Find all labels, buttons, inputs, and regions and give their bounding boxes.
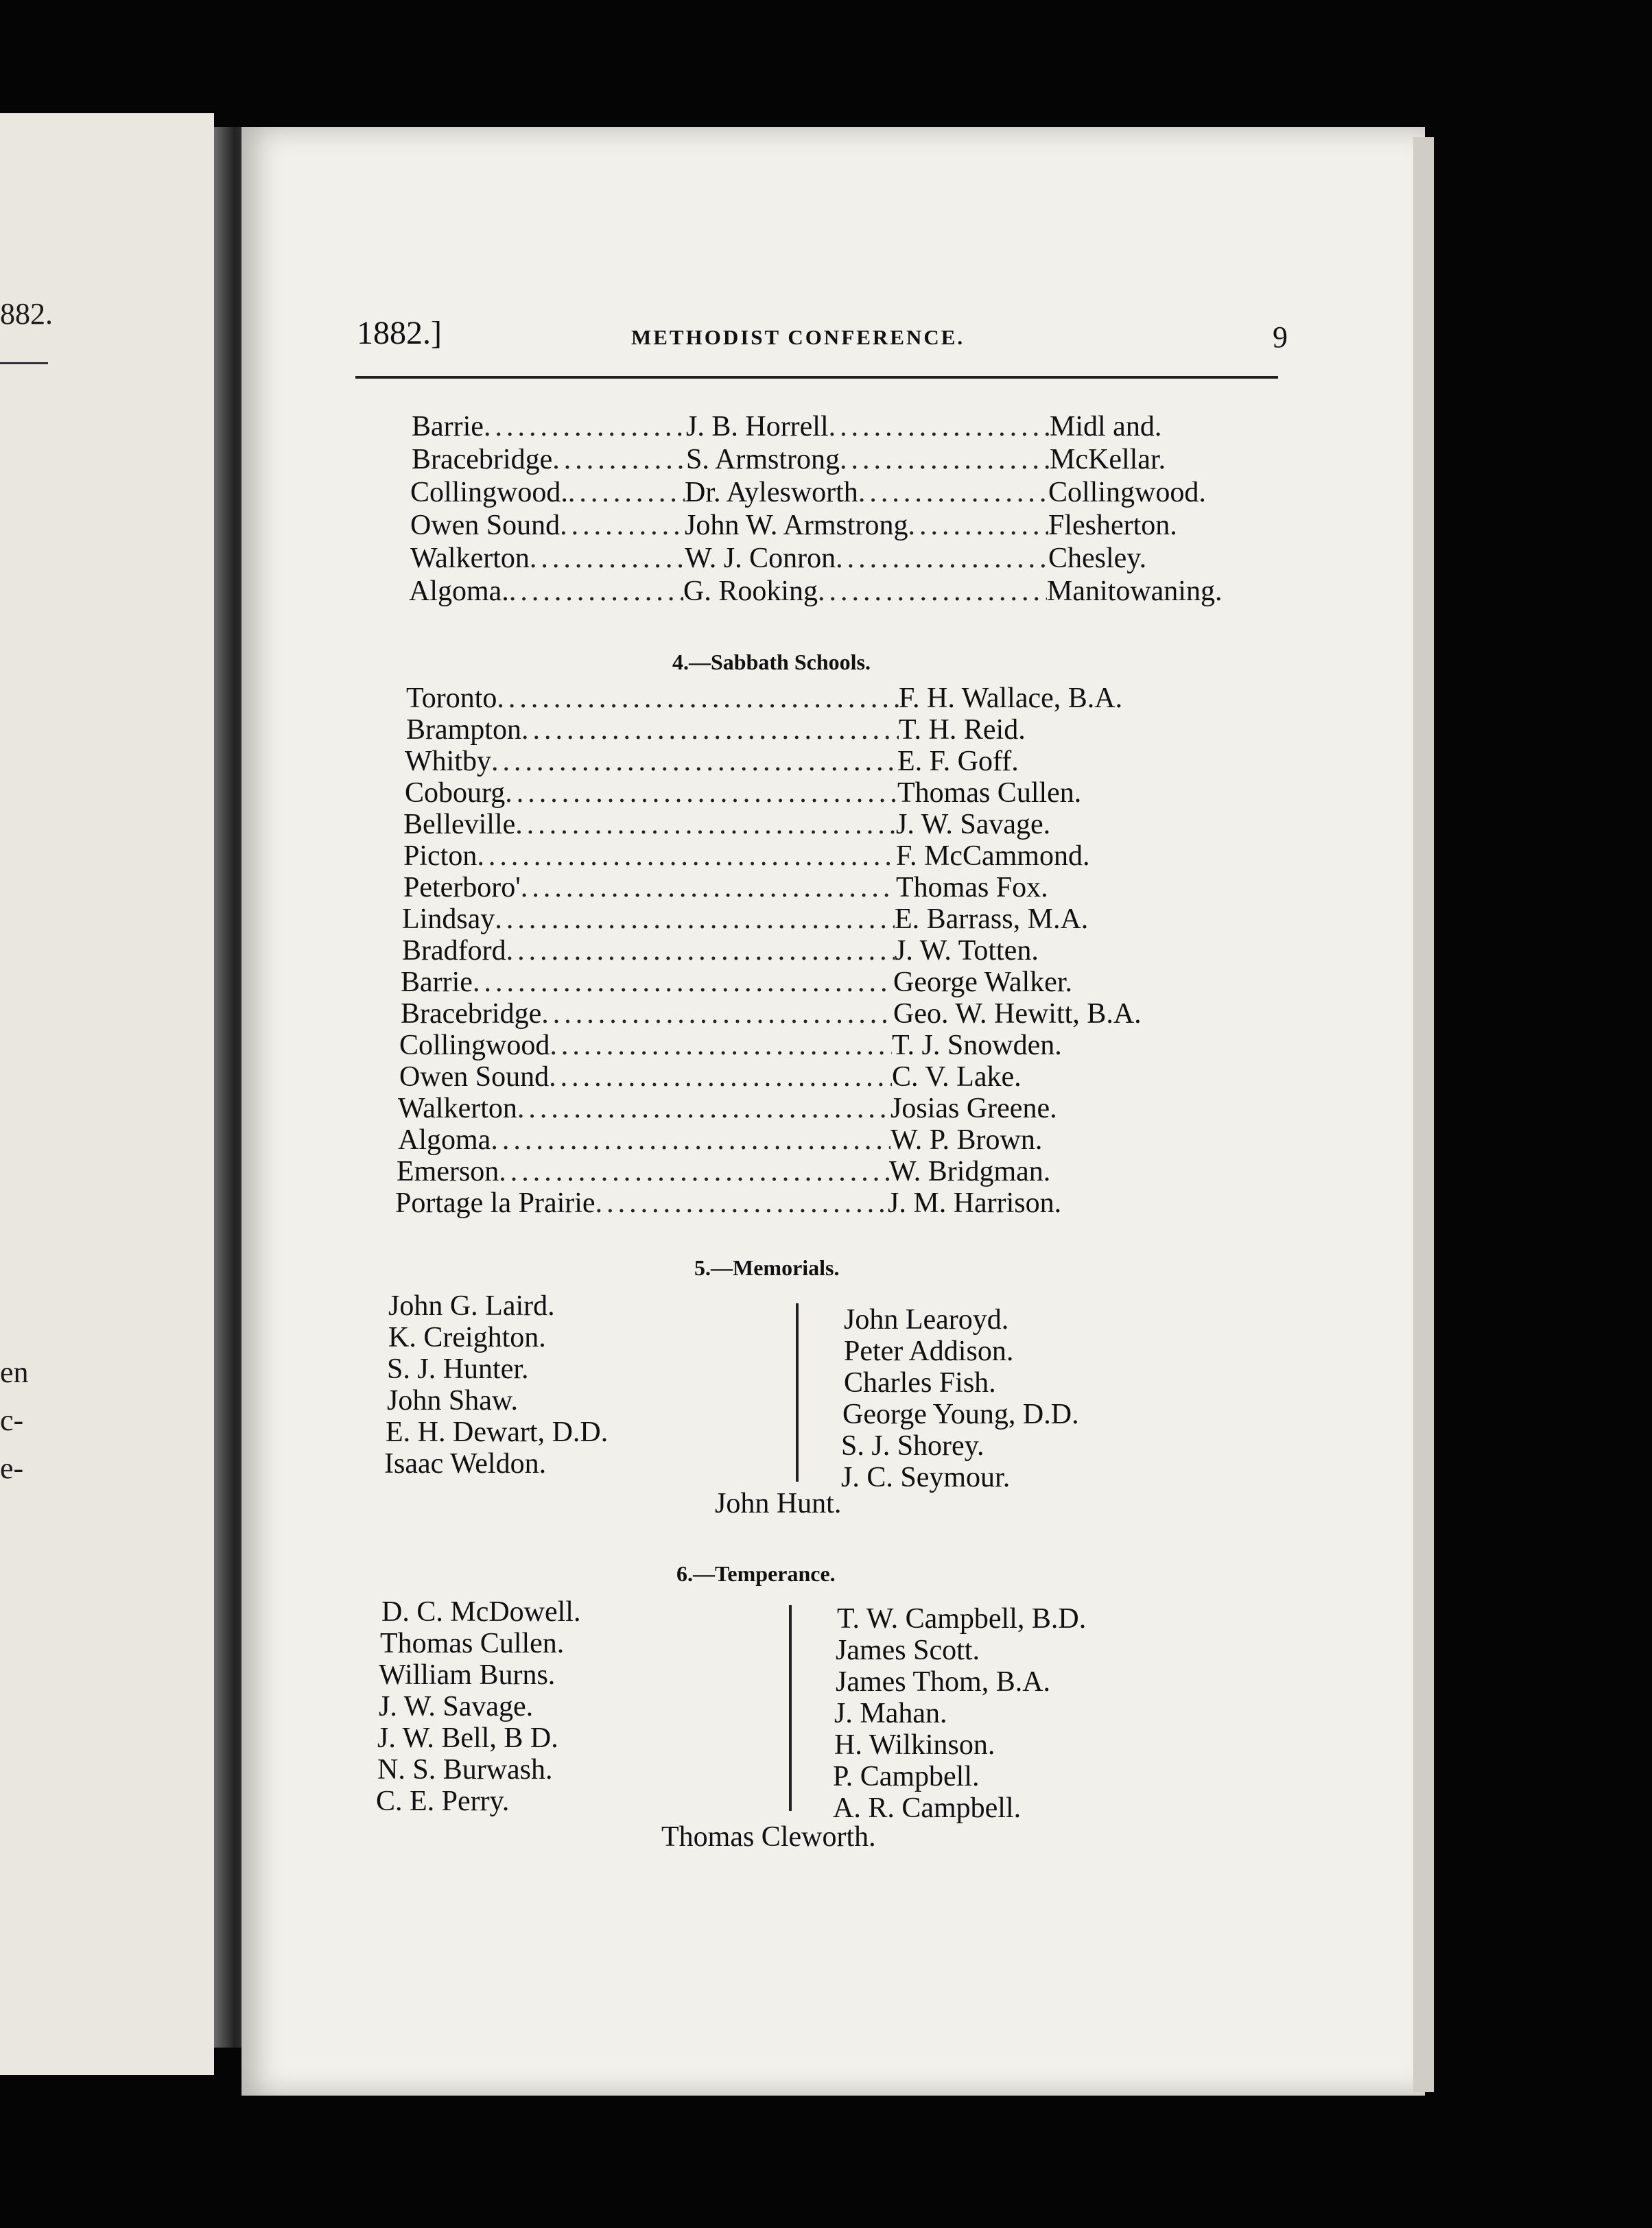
committee-member: James Thom, B.A.: [836, 1666, 1051, 1698]
district-name: Collingwood: [399, 1030, 550, 1061]
committee-member: Thomas Cleworth.: [661, 1821, 876, 1853]
leader-dots: [491, 746, 897, 777]
committee-member: James Scott.: [836, 1635, 980, 1666]
committee-member: Isaac Weldon.: [384, 1448, 547, 1480]
person-name: John W. Armstrong: [685, 510, 908, 541]
section-heading: 4.—Sabbath Schools.: [672, 650, 871, 674]
district-name: Toronto: [406, 683, 497, 714]
place-name: Collingwood.: [1048, 477, 1206, 508]
district-name: Portage la Prairie: [395, 1187, 595, 1219]
place-name: Chesley.: [1048, 543, 1147, 574]
list-item: [402, 904, 1191, 934]
leader-dots: [541, 999, 893, 1029]
left-facing-page: [0, 113, 214, 2075]
list-item: [403, 809, 1192, 840]
leader-dots: [550, 1030, 892, 1060]
committee-member: Charles Fish.: [844, 1367, 996, 1399]
person-name: Thomas Cullen.: [897, 777, 1082, 809]
left-page-fragment: e-: [0, 1451, 24, 1485]
district-name: Bradford: [402, 935, 506, 967]
leader-dots: [495, 904, 895, 934]
section-heading: 5.—Memorials.: [694, 1255, 840, 1280]
district-name: Emerson: [397, 1156, 499, 1187]
list-item: [399, 1030, 1188, 1060]
table-row: [410, 477, 1234, 508]
committee-member: William Burns.: [379, 1659, 556, 1691]
list-item: [398, 1093, 1187, 1124]
committee-member: T. W. Campbell, B.D.: [837, 1603, 1087, 1635]
person-name: J. B. Horrell: [686, 411, 829, 442]
list-item: [398, 1125, 1187, 1155]
header-rule: [355, 376, 1278, 379]
leader-dots: [515, 809, 896, 840]
left-page-fragment: en: [0, 1355, 29, 1389]
committee-member: George Young, D.D.: [842, 1399, 1079, 1430]
person-name: George Walker.: [893, 967, 1072, 998]
district-name: Barrie: [401, 967, 473, 998]
list-item: [402, 936, 1191, 966]
committee-member: John Hunt.: [715, 1488, 842, 1519]
district-name: Peterboro': [403, 872, 521, 903]
leader-dots: [506, 936, 895, 966]
committee-member: J. W. Savage.: [379, 1691, 534, 1722]
district-name: Cobourg: [405, 777, 506, 809]
person-name: C. V. Lake.: [892, 1061, 1022, 1093]
person-name: G. Rooking: [683, 576, 818, 607]
leader-dots: [499, 1157, 889, 1187]
committee-member: Peter Addison.: [844, 1336, 1014, 1367]
committee-member: John Learoyd.: [844, 1304, 1009, 1336]
committee-member: D. C. McDowell.: [381, 1596, 581, 1628]
leader-dots: [505, 778, 897, 808]
leader-dots: [491, 1125, 890, 1155]
list-item: [405, 778, 1194, 808]
left-page-fragment: c-: [0, 1403, 24, 1437]
person-name: W. J. Conron: [685, 543, 836, 574]
table-row: [410, 543, 1234, 573]
committee-member: J. W. Bell, B D.: [377, 1722, 558, 1754]
district-name: Owen Sound: [399, 1061, 550, 1093]
committee-member: C. E. Perry.: [376, 1786, 510, 1817]
column-divider: [796, 1303, 799, 1482]
page-number: 9: [1273, 320, 1288, 354]
section-heading: 6.—Temperance.: [676, 1561, 836, 1586]
person-name: F. McCammond.: [896, 840, 1090, 872]
list-item: [406, 683, 1195, 713]
district-name: Whitby: [405, 746, 491, 777]
place-name: Manitowaning.: [1047, 576, 1223, 607]
list-item: [401, 999, 1196, 1029]
committee-member: A. R. Campbell.: [833, 1792, 1022, 1824]
person-name: J. M. Harrison.: [888, 1187, 1062, 1219]
table-row: [409, 576, 1242, 606]
district-name: Bracebridge: [401, 998, 542, 1030]
person-name: W. P. Brown.: [890, 1124, 1043, 1156]
person-name: Geo. W. Hewitt, B.A.: [893, 998, 1142, 1030]
list-item: [401, 967, 1190, 997]
place-name: Flesherton.: [1048, 510, 1177, 541]
list-item: [406, 715, 1195, 745]
leader-dots: [484, 412, 686, 442]
list-item: [395, 1188, 1184, 1218]
leader-dots: [595, 1188, 888, 1218]
list-item: [399, 1062, 1188, 1092]
person-name: Thomas Fox.: [896, 872, 1048, 903]
leader-dots: [560, 510, 685, 541]
district-name: Algoma.: [409, 576, 509, 607]
committee-member: E. H. Dewart, D.D.: [386, 1417, 609, 1448]
leader-dots: [521, 715, 899, 745]
committee-member: N. S. Burwash.: [377, 1754, 553, 1786]
leader-dots: [840, 445, 1050, 475]
person-name: Josias Greene.: [890, 1093, 1057, 1124]
left-page-rule: [0, 362, 48, 364]
committee-member: John Shaw.: [387, 1385, 518, 1417]
leader-dots: [818, 576, 1047, 606]
list-item: [405, 746, 1194, 777]
committee-member: J. C. Seymour.: [841, 1462, 1011, 1493]
table-row: [412, 445, 1228, 475]
table-row: [410, 510, 1234, 541]
page-edge: [1413, 137, 1434, 2092]
leader-dots: [552, 445, 686, 475]
district-name: Belleville: [403, 809, 516, 840]
header-year: 1882.]: [357, 315, 442, 351]
committee-member: K. Creighton.: [388, 1322, 546, 1353]
page-title: METHODIST CONFERENCE.: [631, 325, 965, 349]
district-name: Algoma: [398, 1124, 491, 1156]
list-item: [403, 873, 1192, 903]
committee-member: P. Campbell.: [833, 1761, 980, 1792]
person-name: T. H. Reid.: [899, 714, 1026, 746]
person-name: S. Armstrong: [686, 444, 840, 475]
leader-dots: [509, 576, 683, 606]
person-name: J. W. Savage.: [896, 809, 1051, 840]
committee-member: S. J. Hunter.: [387, 1353, 529, 1385]
district-name: Walkerton: [398, 1093, 517, 1124]
committee-member: J. Mahan.: [834, 1698, 947, 1729]
person-name: J. W. Totten.: [895, 935, 1039, 967]
list-item: [403, 841, 1192, 871]
district-name: Collingwood.: [410, 477, 568, 508]
person-name: Dr. Aylesworth: [685, 477, 858, 508]
leader-dots: [473, 967, 893, 997]
person-name: T. J. Snowden.: [892, 1030, 1062, 1061]
leader-dots: [829, 412, 1050, 442]
leader-dots: [549, 1062, 892, 1092]
district-name: Bracebridge: [412, 444, 553, 475]
leader-dots: [517, 1093, 890, 1124]
table-row: [412, 412, 1228, 442]
person-name: W. Bridgman.: [889, 1156, 1051, 1187]
list-item: [397, 1157, 1185, 1187]
leader-dots: [568, 477, 685, 508]
committee-member: Thomas Cullen.: [380, 1628, 565, 1659]
leader-dots: [530, 543, 685, 573]
leader-dots: [836, 543, 1048, 573]
district-name: Owen Sound: [410, 510, 560, 541]
leader-dots: [858, 477, 1048, 508]
district-name: Walkerton: [410, 543, 530, 574]
committee-member: H. Wilkinson.: [834, 1729, 995, 1761]
place-name: Midl and.: [1050, 411, 1162, 442]
column-divider: [789, 1605, 792, 1811]
person-name: E. Barrass, M.A.: [895, 903, 1089, 935]
district-name: Picton: [403, 840, 477, 872]
leader-dots: [908, 510, 1048, 541]
district-name: Lindsay: [402, 903, 495, 935]
page-header: [357, 314, 1288, 355]
committee-member: John G. Laird.: [388, 1290, 555, 1322]
district-name: Barrie: [412, 411, 484, 442]
leader-dots: [497, 683, 899, 713]
committee-member: S. J. Shorey.: [841, 1430, 984, 1462]
person-name: F. H. Wallace, B.A.: [899, 683, 1123, 714]
district-name: Brampton: [406, 714, 521, 746]
leader-dots: [477, 841, 896, 871]
left-page-year: 882.: [0, 297, 53, 331]
person-name: E. F. Goff.: [897, 746, 1019, 777]
leader-dots: [521, 873, 896, 903]
place-name: McKellar.: [1050, 444, 1166, 475]
